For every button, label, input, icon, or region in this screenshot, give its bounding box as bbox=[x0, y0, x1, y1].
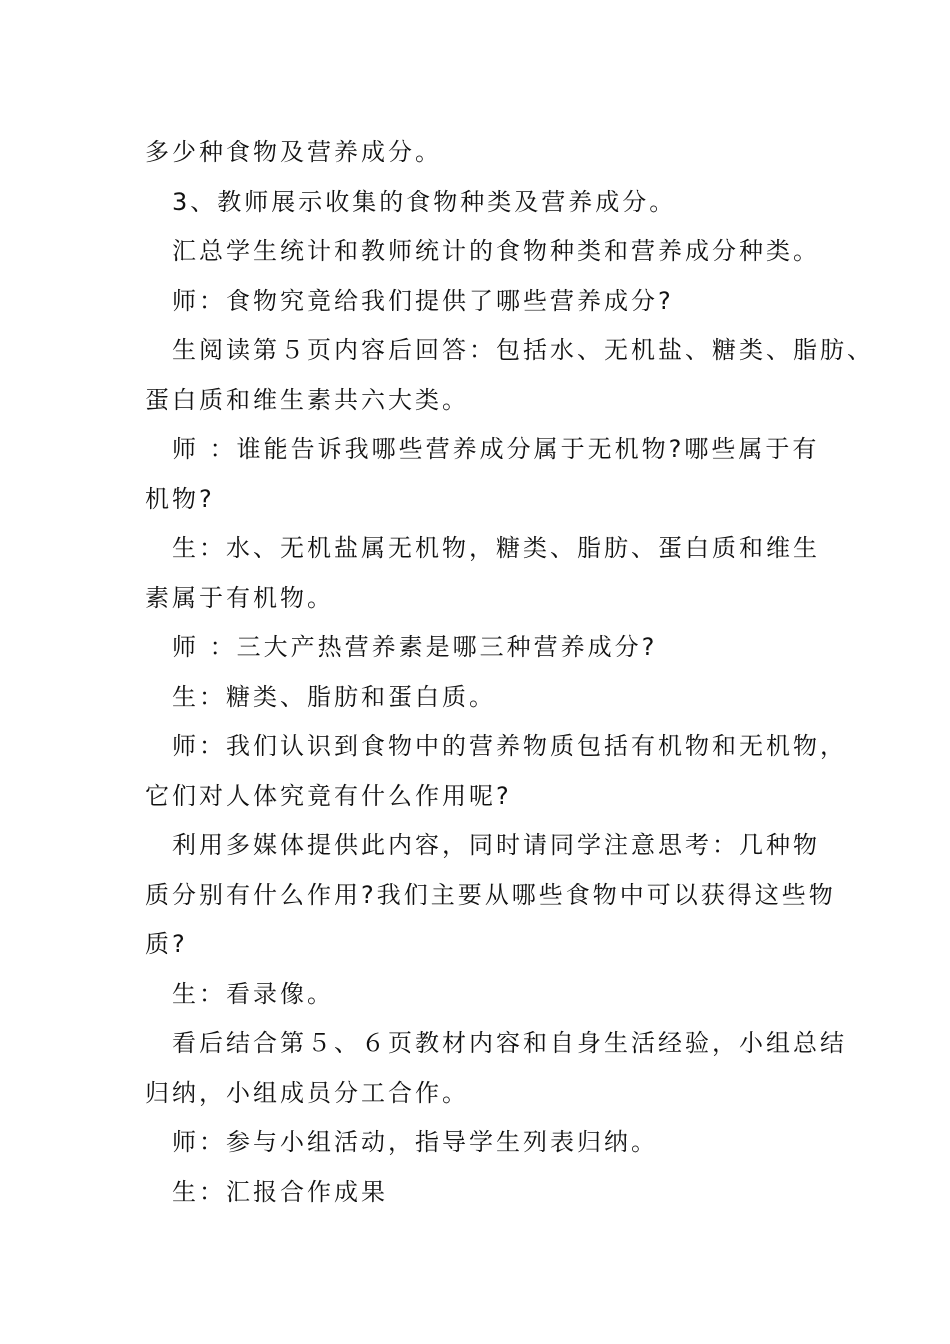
paragraph bbox=[145, 326, 874, 425]
text-line: 汇总学生统计和教师统计的食物种类和营养成分种类。 bbox=[172, 237, 820, 265]
text-line: 生：看录像。 bbox=[172, 979, 334, 1008]
text-line: 生：糖类、脂肪和蛋白质。 bbox=[172, 682, 496, 711]
paragraph bbox=[145, 623, 835, 673]
paragraph bbox=[145, 1019, 847, 1118]
text-line: 师：食物究竟给我们提供了哪些营养成分? bbox=[172, 286, 674, 315]
text-line: 蛋白质和维生素共六大类。 bbox=[145, 385, 469, 414]
text-line: 生：汇报合作成果 bbox=[172, 1177, 388, 1206]
paragraph bbox=[145, 1118, 835, 1168]
paragraph bbox=[145, 277, 835, 327]
text-line: 看后结合第５、６页教材内容和自身生活经验，小组总结 bbox=[172, 1029, 847, 1057]
paragraph bbox=[145, 227, 835, 277]
text-line: 师：参与小组活动，指导学生列表归纳。 bbox=[172, 1128, 658, 1156]
paragraph bbox=[145, 178, 835, 228]
text-line: 质? bbox=[145, 930, 188, 958]
text-line: 质分别有什么作用?我们主要从哪些食物中可以获得这些物 bbox=[145, 880, 836, 909]
text-line: 师：我们认识到食物中的营养物质包括有机物和无机物， bbox=[172, 732, 847, 760]
text-line: 它们对人体究竟有什么作用呢? bbox=[145, 781, 512, 810]
paragraph bbox=[145, 970, 835, 1020]
text-line: 素属于有机物。 bbox=[145, 583, 334, 612]
paragraph bbox=[145, 128, 835, 178]
text-line: 师 ：三大产热营养素是哪三种营养成分? bbox=[172, 633, 658, 661]
text-line: 生：水、无机盐属无机物，糖类、脂肪、蛋白质和维生 bbox=[172, 534, 820, 562]
text-line: 3、教师展示收集的食物种类及营养成分。 bbox=[172, 187, 677, 216]
paragraph bbox=[145, 821, 835, 970]
paragraph bbox=[145, 524, 835, 623]
text-line: 生阅读第５页内容后回答：包括水、无机盐、糖类、脂肪、 bbox=[172, 336, 874, 364]
text-line: 师 ：谁能告诉我哪些营养成分属于无机物?哪些属于有 bbox=[172, 435, 820, 463]
document-body bbox=[145, 128, 874, 1217]
paragraph bbox=[145, 673, 835, 723]
paragraph bbox=[145, 722, 847, 821]
text-line: 归纳，小组成员分工合作。 bbox=[145, 1078, 469, 1107]
paragraph bbox=[145, 425, 835, 524]
text-line: 利用多媒体提供此内容，同时请同学注意思考：几种物 bbox=[172, 831, 820, 859]
text-line: 机物? bbox=[145, 484, 215, 513]
text-line: 多少种食物及营养成分。 bbox=[145, 138, 442, 166]
paragraph bbox=[145, 1168, 835, 1218]
